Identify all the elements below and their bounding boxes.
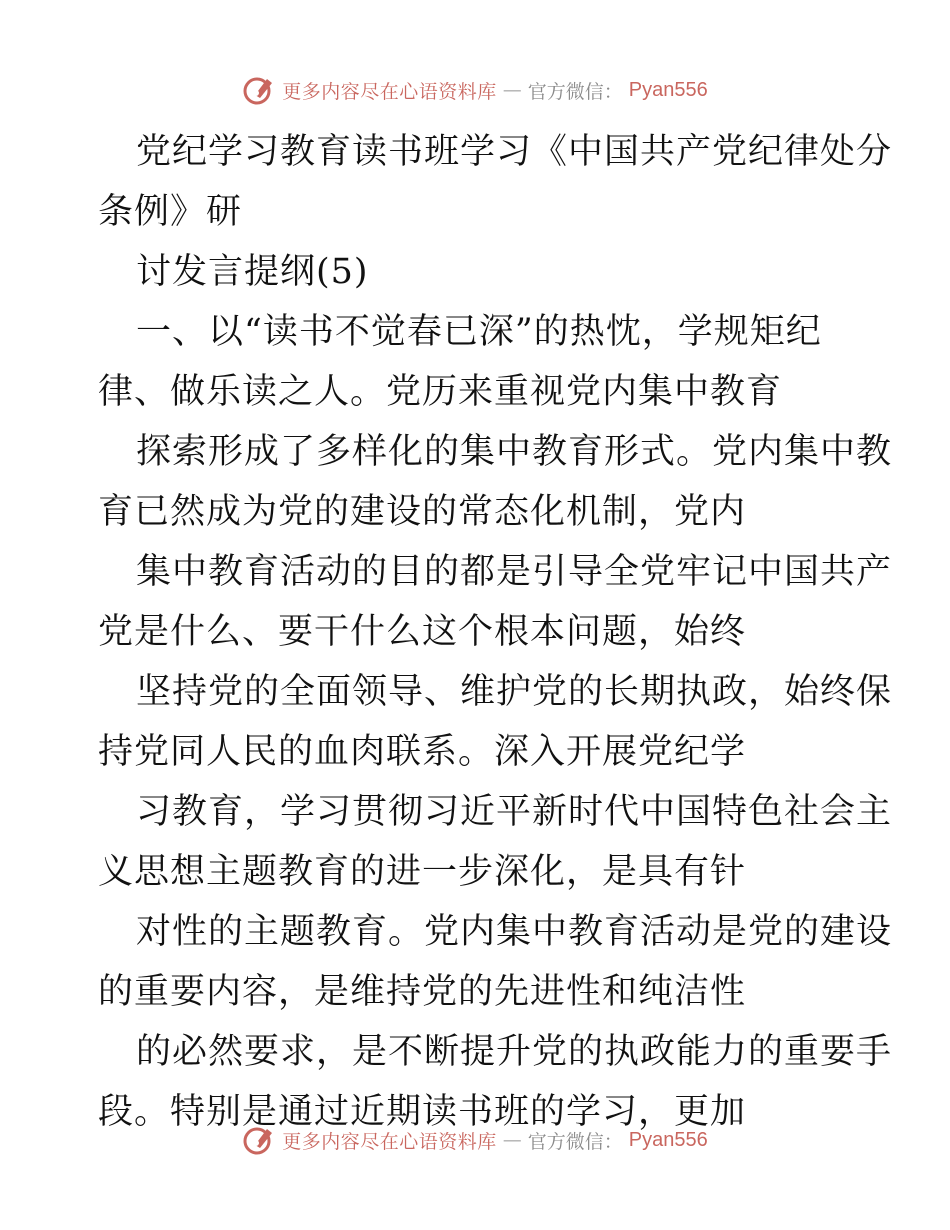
text-line: 对性的主题教育。党内集中教育活动是党的建设 <box>136 912 893 952</box>
text-line: 探索形成了多样化的集中教育形式。党内集中教 <box>136 432 893 472</box>
watermark-official-label: 官方微信： <box>527 80 623 103</box>
watermark-wechat-id: Pyan556 <box>628 78 708 101</box>
watermark-site-text: 更多内容尽在心语资料库 <box>282 1130 497 1153</box>
pen-nib-circle-icon <box>242 1123 276 1157</box>
watermark-wechat-id: Pyan556 <box>628 1128 708 1151</box>
document-body <box>98 122 893 1142</box>
text-line: 的重要内容，是维持党的先进性和纯洁性 <box>98 972 747 1012</box>
text-line: 持党同人民的血肉联系。深入开展党纪学 <box>98 732 747 772</box>
text-line: 一、以“读书不觉春已深”的热忱，学规矩纪 <box>136 312 822 352</box>
text-line: 育已然成为党的建设的常态化机制，党内 <box>98 492 747 532</box>
text-line: 习教育，学习贯彻习近平新时代中国特色社会主 <box>136 792 893 832</box>
watermark-separator: — <box>502 79 522 101</box>
text-line: 义思想主题教育的进一步深化，是具有针 <box>98 852 747 892</box>
text-line: 集中教育活动的目的都是引导全党牢记中国共产 <box>136 552 893 592</box>
pen-nib-circle-icon <box>242 73 276 107</box>
text-line: 党纪学习教育读书班学习《中国共产党纪律处分 <box>136 132 893 172</box>
text-line: 条例》研 <box>98 192 243 232</box>
watermark-official-label: 官方微信： <box>527 1130 623 1153</box>
text-line: 党是什么、要干什么这个根本问题，始终 <box>98 612 747 652</box>
text-line: 讨发言提纲(5) <box>136 252 369 292</box>
text-line: 坚持党的全面领导、维护党的长期执政，始终保 <box>136 672 893 712</box>
watermark-site-text: 更多内容尽在心语资料库 <box>282 80 497 103</box>
footer-watermark <box>0 1120 950 1160</box>
header-watermark <box>0 70 950 110</box>
text-line: 段。特别是通过近期读书班的学习，更加 <box>98 1092 747 1132</box>
text-line: 律、做乐读之人。党历来重视党内集中教育 <box>98 372 783 412</box>
watermark-separator: — <box>502 1129 522 1151</box>
text-line: 的必然要求，是不断提升党的执政能力的重要手 <box>136 1032 893 1072</box>
